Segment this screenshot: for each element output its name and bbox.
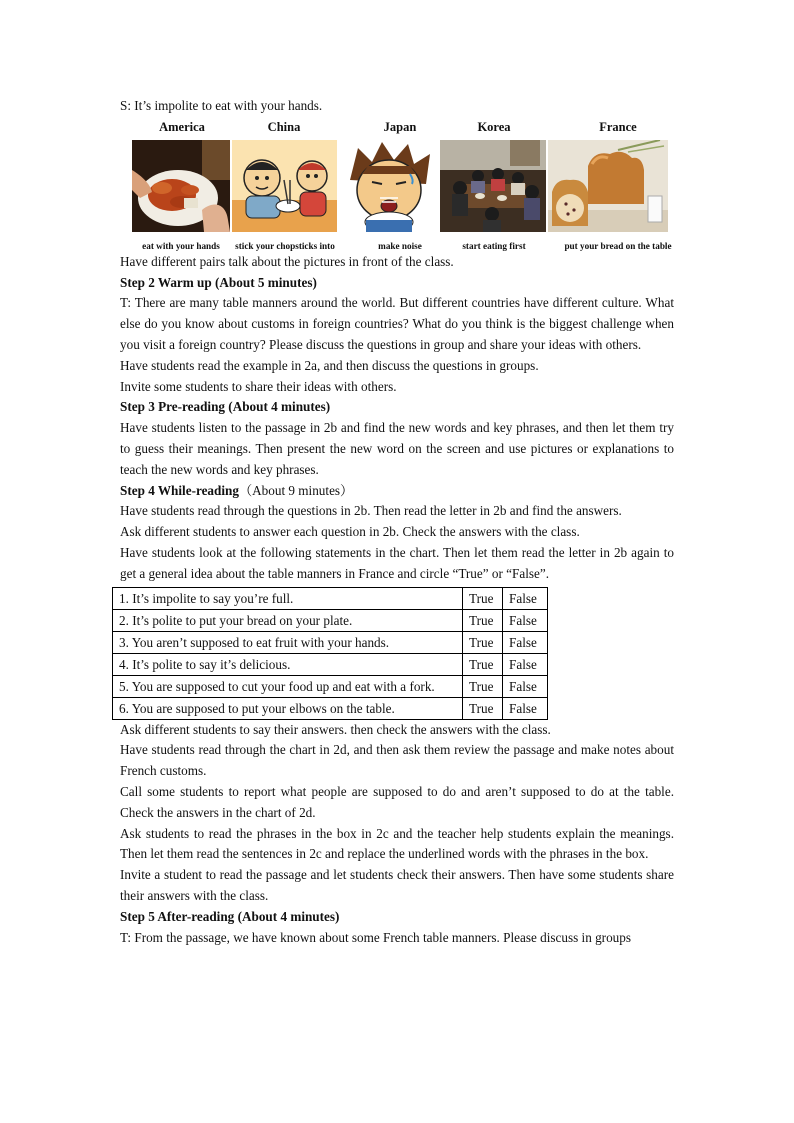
- country-label-china: China: [267, 119, 301, 134]
- false-option[interactable]: False: [503, 609, 548, 631]
- statement-cell: 2. It’s polite to put your bread on your plate.: [113, 609, 463, 631]
- false-option[interactable]: False: [503, 631, 548, 653]
- france-photo: [548, 140, 668, 232]
- japan-cartoon: [340, 140, 438, 232]
- paragraph-b2: Have students look at the following statements in the chart. Then let them read the letter in 2b again to get a general idea about the table manners in France and circle “True” or “False”.: [120, 544, 674, 581]
- caption-korea: start eating first: [462, 240, 526, 251]
- korea-photo: [440, 140, 546, 232]
- paragraph-b0: Have students read through the questions in 2b. Then read the letter in 2b and find the answers.: [120, 503, 622, 519]
- paragraph-a3: Have students read the example in 2a, and then discuss the questions in groups.: [120, 357, 539, 373]
- country-label-america: America: [159, 119, 205, 134]
- caption-france: put your bread on the table: [564, 240, 672, 251]
- america-photo: [132, 140, 230, 232]
- step2-heading: Step 2 Warm up (About 5 minutes): [120, 274, 317, 290]
- statement-cell: 3. You aren’t supposed to eat fruit with your hands.: [113, 631, 463, 653]
- paragraph-c3: Ask students to read the phrases in the box in 2c and the teacher help students explain the meanings. Then let them read the sentences in 2c and replace the underlined words with the phrases in the box.: [120, 825, 674, 862]
- intro-line: S: It’s impolite to eat with your hands.: [120, 98, 323, 113]
- step5-heading: Step 5 After-reading (About 4 minutes): [120, 908, 340, 924]
- statement-cell: 1. It’s impolite to say you’re full.: [113, 587, 463, 609]
- table-row: [113, 675, 548, 697]
- step4-time: （About 9 minutes）: [238, 482, 354, 498]
- false-option[interactable]: False: [503, 675, 548, 697]
- document-page: [120, 96, 674, 948]
- true-option[interactable]: True: [463, 697, 503, 719]
- picture-strip: [132, 119, 672, 252]
- paragraph-c1: Have students read through the chart in 2d, and then ask them review the passage and make notes about French customs.: [120, 742, 674, 779]
- table-row: [113, 653, 548, 675]
- paragraph-a0: Have different pairs talk about the pictures in front of the class.: [120, 253, 454, 269]
- paragraph-a4: Invite some students to share their ideas with others.: [120, 378, 397, 394]
- paragraph-b1: Ask different students to answer each question in 2b. Check the answers with the class.: [120, 524, 580, 540]
- caption-japan: make noise: [378, 240, 422, 251]
- false-option[interactable]: False: [503, 587, 548, 609]
- true-option[interactable]: True: [463, 609, 503, 631]
- true-option[interactable]: True: [463, 631, 503, 653]
- true-option[interactable]: True: [463, 587, 503, 609]
- country-label-korea: Korea: [477, 119, 511, 134]
- country-label-france: France: [599, 119, 637, 134]
- china-cartoon: [232, 140, 337, 232]
- statement-cell: 5. You are supposed to cut your food up and eat with a fork.: [113, 675, 463, 697]
- paragraph-c4: Invite a student to read the passage and let students check their answers. Then have some students share their answers with the class.: [120, 867, 674, 903]
- false-option[interactable]: False: [503, 653, 548, 675]
- table-row: [113, 587, 548, 609]
- table-row: [113, 631, 548, 653]
- true-option[interactable]: True: [463, 675, 503, 697]
- step4-heading: Step 4 While-reading: [120, 482, 239, 498]
- step3-heading: Step 3 Pre-reading (About 4 minutes): [120, 399, 331, 415]
- statement-cell: 6. You are supposed to put your elbows on the table.: [113, 697, 463, 719]
- true-false-chart: [112, 587, 548, 720]
- false-option[interactable]: False: [503, 697, 548, 719]
- table-row: [113, 697, 548, 719]
- caption-america: eat with your hands: [142, 240, 220, 251]
- table-row: [113, 609, 548, 631]
- true-option[interactable]: True: [463, 653, 503, 675]
- paragraph-a6: Have students listen to the passage in 2b and find the new words and key phrases, and then let them try to guess their meanings. Then present the new word on the screen and use pictures or explanations to teach the new words and key phrases.: [120, 420, 674, 477]
- paragraph-c6: T: From the passage, we have known about some French table manners. Please discuss in groups: [120, 929, 631, 945]
- statement-cell: 4. It’s polite to say it’s delicious.: [113, 653, 463, 675]
- step4-heading-line: [120, 481, 674, 502]
- country-label-japan: Japan: [383, 119, 417, 134]
- paragraph-c0: Ask different students to say their answers. then check the answers with the class.: [120, 721, 551, 737]
- caption-china: stick your chopsticks into: [235, 240, 335, 251]
- paragraph-c2: Call some students to report what people are supposed to do and aren’t supposed to do at the table. Check the answers in the chart of 2d.: [120, 783, 674, 820]
- paragraph-a2: T: There are many table manners around the world. But different countries have different culture. What else do you know about customs in foreign countries? What do you think is the biggest challenge when you visit a foreign country? Please discuss the questions in group and share your ideas with others.: [120, 295, 674, 352]
